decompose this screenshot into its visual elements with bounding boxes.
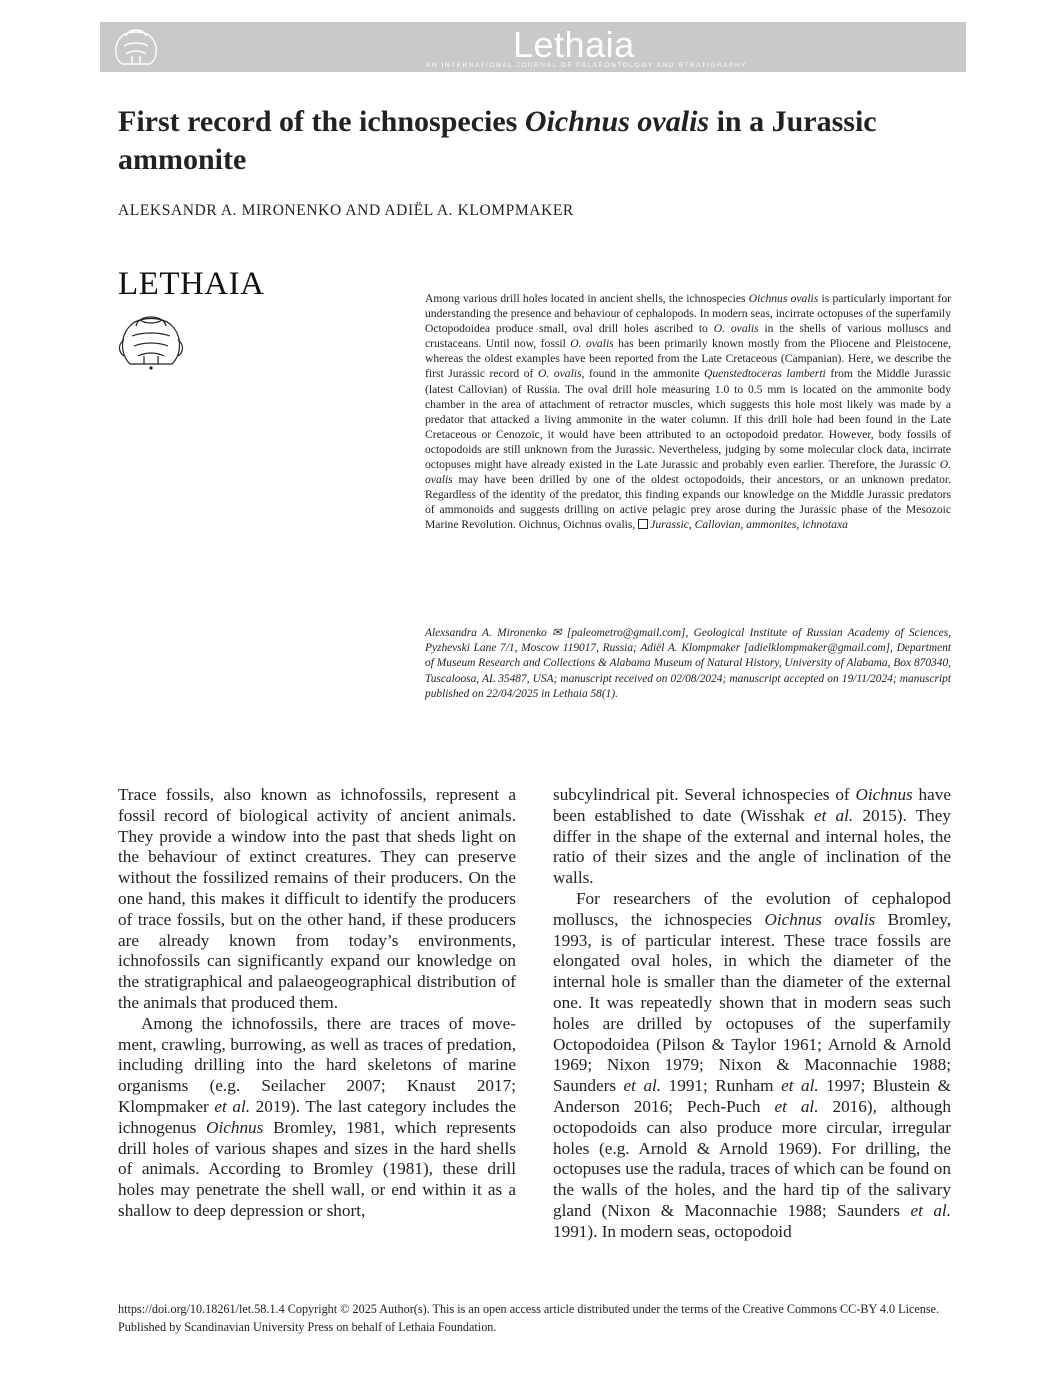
paragraph: Trace fossils, also known as ichnofossils, represent a fossil record of biological activity of ancient animals. They provide a window into the past that sheds light on the behaviour of extinct creatures. They can preserve without the fossilized remains of their producers. On the one hand, this makes it difficult to identify the producers of trace fossils, but on the other hand, if these producers are already known from today’s environments, ichnofossils can significantly expand our knowledge on the stratigraphical and palaeogeographical distribution of the animals that produced them. — [118, 785, 516, 1012]
paragraph: subcylindrical pit. Several ichnospecies of Oichnus have been established to date (Wisshak et al. 2015). They differ in the shape of the external and internal holes, the ratio of their sizes and the angle of inclination of the walls. — [553, 785, 952, 888]
author-list: ALEKSANDR A. MIRONENKO AND ADIËL A. KLOMPMAKER — [118, 202, 574, 219]
copyright-footer: https://doi.org/10.18261/let.58.1.4 Copyright © 2025 Author(s). This is an open access article distributed under the terms of the Creative Commons CC-BY 4.0 License. Published by Scandinavian University Press on behalf of Lethaia Foundation. — [118, 1302, 940, 1334]
ammonite-emblem-icon — [116, 310, 186, 372]
journal-name: Lethaia — [513, 24, 635, 65]
abstract: Among various drill holes located in ancient shells, the ichnospecies Oichnus ovalis is particularly important for understanding the presence and behaviour of cephalopods. In modern seas, incirrate octopuses of the superfamily Octopodoidea produce small, oval drill holes ascribed to O. ovalis in the shells of various molluscs and crustaceans. Until now, fossil O. ovalis has been primarily known mostly from the Pliocene and Pleistocene, whereas the oldest examples have been reported from the Late Cretaceous (Campanian). Here, we describe the first Jurassic record of O. ovalis, found in the ammonite Quenstedtoceras lamberti from the Middle Jurassic (latest Callovian) of Russia. The oval drill hole measuring 1.0 to 0.5 mm is located on the ammonite body chamber in the area of attachment of retractor muscles, which suggests this hole most likely was made by a predator that attacked a living ammonite in the water column. If this drill hole had been found in the Late Cretaceous or Cenozoic, it would have been attributed to an octopodoid predator. However, body fossils of octopodoids are still unknown from the Jurassic. Nevertheless, judging by some molecular clock data, incirrate octopuses might have already existed in the Late Jurassic and probably even earlier. Therefore, the Jurassic O. ovalis may have been drilled by one of the oldest octopodoids, their ancestors, or an unknown predator. Regardless of the identity of the predator, this finding expands our knowledge on the Middle Jurassic predators of ammonoids and suggests drilling on active pelagic prey arose during the Jurassic phase of the Mesozoic Marine Revolution. Oichnus, Oichnus ovalis, Jurassic, Callovian, ammonites, ichnotaxa — [425, 292, 951, 532]
article-title — [118, 103, 938, 179]
title-taxon: Oichnus ovalis — [524, 105, 710, 138]
keywords: Oichnus, Oichnus ovalis, Jurassic, Callovian, ammonites, ichnotaxa — [518, 518, 848, 532]
paragraph: Among the ichnofossils, there are traces of movement, crawling, burrowing, as well as traces of predation, including drilling into the hard skeletons of marine organisms (e.g. Seilacher 2007; Knaust 2017; Klompmaker et al. 2019). The last category includes the ichnogenus Oichnus Bromley, 1981, which represents drill holes of various shapes and sizes in the hard shells of animals. According to Bromley (1981), these drill holes may penetrate the shell wall, or end within it as a shallow to deep depression or short, — [118, 1013, 516, 1220]
title-text-end: in a Jurassic ammonite — [118, 105, 877, 176]
journal-subtitle: AN INTERNATIONAL JOURNAL OF PALAEONTOLOGY AND STRATIGRAPHY — [426, 62, 748, 69]
ammonite-emblem-icon — [106, 24, 166, 70]
author-affiliations: Alexsandra A. Mironenko ✉ [paleometro@gmail.com], Geological Institute of Russian Academy of Sciences, Pyzhevski Lane 7/1, Moscow 119017, Russia; Adiël A. Klompmaker [adielklompmaker@gmail.com], Department of Museum Research and Collections & Alabama Museum of Natural History, University of Alabama, Box 870340, Tuscaloosa, AL 35487, USA; manuscript received on 02/08/2024; manuscript accepted on 19/11/2024; manuscript published on 22/04/2025 in Lethaia 58(1). — [425, 627, 951, 700]
journal-wordmark: LETHAIA — [118, 266, 265, 302]
journal-header — [100, 22, 966, 72]
keywords-box-icon — [638, 519, 648, 529]
body-column-right — [553, 785, 951, 1243]
body-column-left — [118, 785, 516, 1222]
title-text: First record of the ichnospecies — [118, 105, 525, 138]
paragraph: For researchers of the evolution of cephalopod molluscs, the ichnospecies Oichnus ovalis Bromley, 1993, is of particular interest. These trace fossils are elongated oval holes, in which the diameter of the internal hole is smaller than the diameter of the external one. It was repeatedly shown that in modern seas such holes are drilled by octopuses of the superfamily Octopodoidea (Pilson & Taylor 1961; Arnold & Arnold 1969; Nixon 1979; Nixon & Maconnachie 1988; Saunders et al. 1991; Runham et al. 1997; Blustein & Anderson 2016; Pech-Puch et al. 2016), although octopodoids can also produce more circular, irregular holes (e.g. Arnold & Arnold 1969). For drilling, the octopuses use the radula, traces of which can be found on the walls of the holes, and the hard tip of the salivary gland (Nixon & Maconnachie 1988; Saunders et al. 1991). In modern seas, octopodoid — [553, 888, 952, 1241]
